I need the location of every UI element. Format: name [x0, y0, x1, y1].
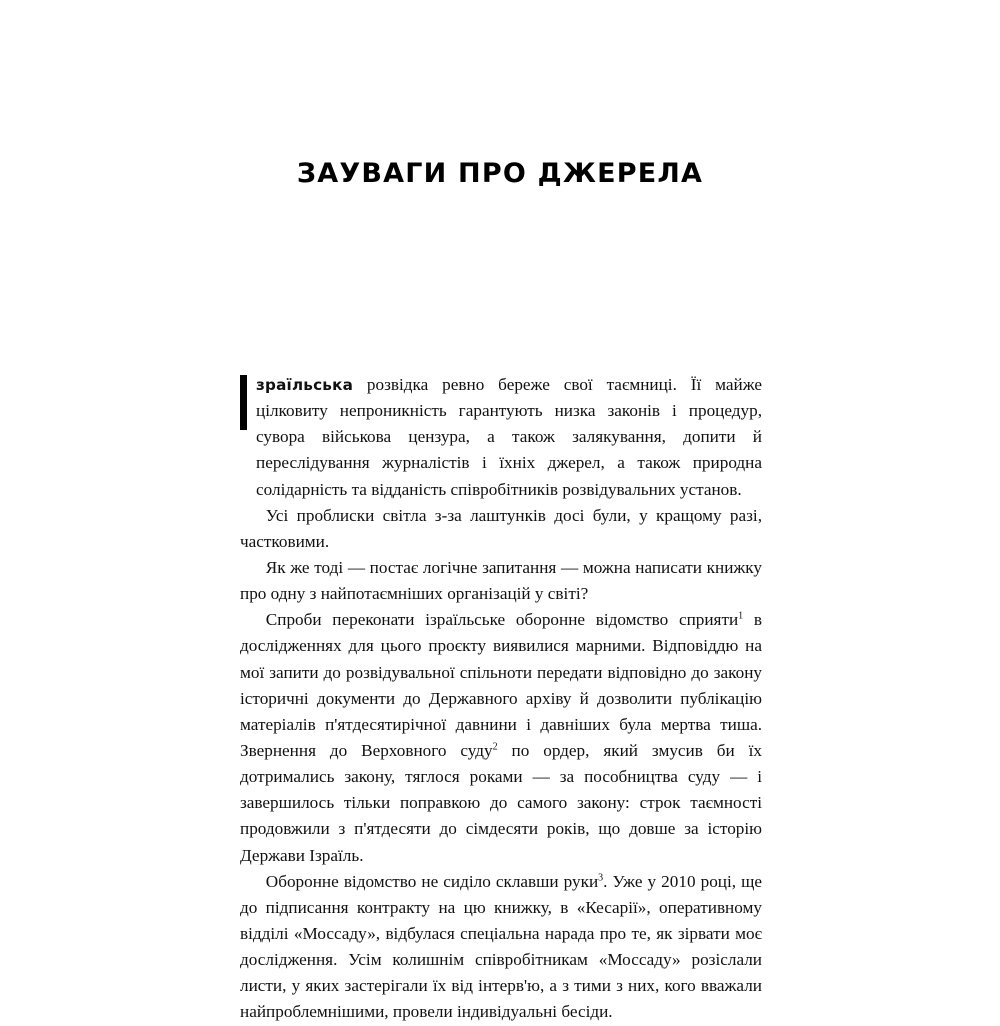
- paragraph-2-text: Усі проблиски світла з-за лаштунків досі були, у кращому разі, частковими.: [240, 505, 762, 551]
- paragraph-3: [240, 555, 762, 607]
- footnote-marker-2: 2: [492, 741, 498, 753]
- paragraph-2: [240, 503, 762, 555]
- body-text: [240, 372, 762, 1026]
- paragraph-1: [240, 372, 762, 503]
- paragraph-1-lead-in: зраїльська: [256, 376, 354, 394]
- paragraph-5: [240, 869, 762, 1026]
- paragraph-1-text: розвідка ревно береже свої таємниці. Її майже цілковиту непроникність гарантують низка законів і процедур, сувора військова цензура, а також залякування, допити й переслідування журналістів і їхніх джерел, а також природна солідарність та відданість співробітників розвідувальних установ.: [256, 375, 762, 499]
- paragraph-5-text: Оборонне відомство не сиділо склавши руки: [265, 871, 599, 891]
- page-title: ЗАУВАГИ ПРО ДЖЕРЕЛА: [296, 158, 704, 190]
- paragraph-4: [240, 607, 762, 868]
- drop-cap-bar: [240, 375, 247, 430]
- paragraph-4-text: Спроби переконати ізраїльське оборонне відомство сприяти: [265, 610, 739, 630]
- paragraph-3-text: Як же тоді — постає логічне запитання — можна написати книжку про одну з найпотаємніших організацій у світі?: [240, 557, 762, 604]
- paragraph-5-text-2: . Уже у 2010 році, ще до підписання контракту на цю книжку, в «Кесарії», оперативному відділі «Моссаду», відбулася спеціальна нарада про те, як зірвати моє дослідження. Усім колишнім співробітникам «Моссаду» розіслали листи, у яких застерігали їх від інтерв'ю, а з тими з них, кого вважали найпроблемнішими, провели індивідуальні бесіди.: [240, 871, 762, 1022]
- paragraph-4-text-3: по ордер, який змусив би їх дотримались закону, тяглося роками — за пособництва суду — і завершилось тільки поправкою до самого закону: строк таємності продовжили з п'ятдесяти до сімдесяти років, що довше за історію Держави Ізраїль.: [240, 740, 762, 865]
- footnote-marker-3: 3: [598, 871, 604, 883]
- paragraph-4-text-2: в дослідженнях для цього проєкту виявилися марними. Відповіддю на мої запити до розвідувальної спільноти передати відповідно до закону історичні документи до Державного архіву й дозволити публікацію матеріалів п'ятдесятирічної давнини і давніших була мертва тиша. Звернення до Верховного суду: [240, 610, 762, 760]
- footnote-marker-1: 1: [738, 610, 744, 622]
